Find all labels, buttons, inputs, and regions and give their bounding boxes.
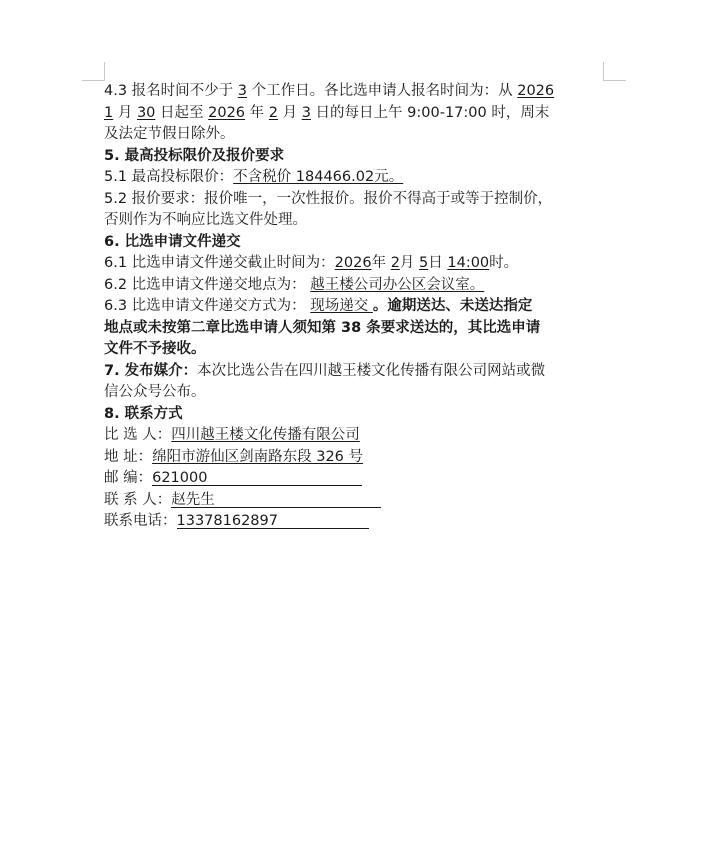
document-body <box>104 81 604 533</box>
section-6-heading: 6. 比选申请文件递交 <box>104 233 241 250</box>
contact-label: 比 选 人： <box>104 427 172 443</box>
text: 日的每日上午 9:00-17:00 时，周末 <box>310 104 550 121</box>
deadline-time: 14:00 <box>447 255 490 271</box>
paragraph-6-3-line-3: 文件不予接收。 <box>104 341 206 357</box>
deadline-month: 2 <box>390 255 400 271</box>
text: 及法定节假日除外。 <box>104 126 235 142</box>
text: 本次比选公告在四川越王楼文化传播有限公司网站或微 <box>197 362 546 379</box>
start-month: 1 <box>104 104 114 121</box>
text: 5.1 最高投标限价： <box>104 169 234 185</box>
deadline-year: 2026 <box>334 255 372 271</box>
contact-value-field <box>152 468 362 486</box>
paragraph-7-line-2: 信公众号公布。 <box>104 384 206 400</box>
text: 年 <box>245 104 269 121</box>
contact-value-field <box>171 490 381 508</box>
contact-value: 赵先生 <box>171 491 215 508</box>
text: 。逾期送达、未送达指定 <box>372 298 533 314</box>
margin-mark-top-right <box>603 62 626 81</box>
text: 个工作日。各比选申请人报名时间为：从 <box>247 83 518 99</box>
paragraph-5-2-line-1: 5.2 报价要求：报价唯一，一次性报价。报价不得高于或等于控制价， <box>104 190 553 207</box>
contact-row-address <box>104 447 604 469</box>
contact-label: 地 址： <box>104 448 153 465</box>
deadline-day: 5 <box>419 255 429 271</box>
text: 日起至 <box>155 104 209 121</box>
contact-row-organizer <box>104 425 604 447</box>
contact-row-person <box>104 490 604 512</box>
contact-label: 邮 编： <box>104 470 153 486</box>
contact-value: 13378162897 <box>176 513 278 529</box>
text: 月 <box>277 104 302 121</box>
text: 4.3 报名时间不少于 <box>104 83 238 99</box>
text: 月 <box>113 104 137 121</box>
submission-method: 现场递交 <box>310 298 373 314</box>
contact-label: 联 系 人： <box>104 491 172 508</box>
contact-row-postcode <box>104 468 604 490</box>
paragraph-4-3-line-2 <box>104 103 604 125</box>
submission-location: 越王楼公司办公区会议室。 <box>310 276 485 293</box>
contact-label: 联系电话： <box>104 513 177 529</box>
margin-mark-top-left <box>82 62 105 81</box>
section-8-heading: 8. 联系方式 <box>104 405 183 422</box>
text: 日 <box>428 255 448 271</box>
section-5-heading: 5. 最高投标限价及报价要求 <box>104 147 285 164</box>
paragraph-6-3-line-2: 地点或未按第二章比选申请人须知第 38 条要求送达的，其比选申请 <box>104 319 541 336</box>
paragraph-6-3-line-1 <box>104 296 604 318</box>
text: 6.2 比选申请文件递交地点为： <box>104 276 311 293</box>
text: 年 <box>371 255 391 271</box>
end-month: 2 <box>268 104 278 121</box>
start-day: 30 <box>136 104 156 121</box>
paragraph-5-1 <box>104 167 604 189</box>
text: 6.3 比选申请文件递交方式为： <box>104 298 311 314</box>
contact-row-phone <box>104 511 604 533</box>
paragraph-4-3-line-3 <box>104 124 604 146</box>
contact-value: 绵阳市游仙区剑南路东段 326 号 <box>152 448 364 465</box>
max-bid-price: 不含税价 184466.02元。 <box>233 169 404 185</box>
contact-value-field <box>177 511 369 529</box>
days-value: 3 <box>237 83 248 99</box>
start-year: 2026 <box>517 83 555 99</box>
end-day: 3 <box>301 104 311 121</box>
end-year: 2026 <box>208 104 246 121</box>
paragraph-6-1 <box>104 253 604 275</box>
paragraph-5-2-line-2: 否则作为不响应比选文件处理。 <box>104 212 307 228</box>
paragraph-6-2 <box>104 275 604 297</box>
paragraph-4-3-line-1 <box>104 81 604 103</box>
contact-value: 621000 <box>152 470 208 486</box>
text: 时。 <box>489 255 519 271</box>
section-7-heading: 7. 发布媒介： <box>104 362 198 379</box>
text: 月 <box>399 255 420 271</box>
text: 6.1 比选申请文件递交截止时间为： <box>104 255 335 271</box>
paragraph-7-line-1 <box>104 361 604 383</box>
contact-value: 四川越王楼文化传播有限公司 <box>171 427 360 443</box>
